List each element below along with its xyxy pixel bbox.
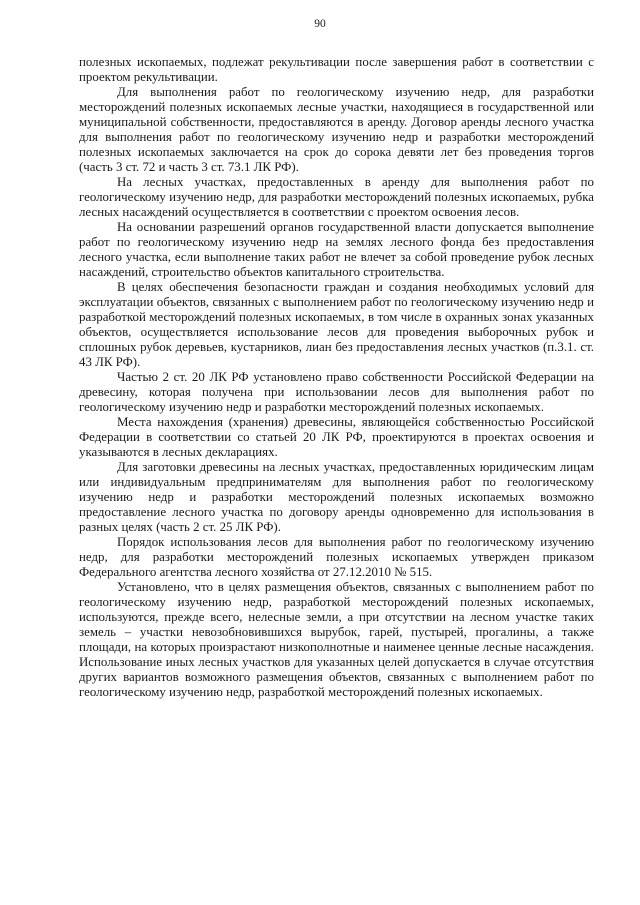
page-number: 90 <box>314 18 326 30</box>
paragraph: полезных ископаемых, подлежат рекультивации после завершения работ в соответствии с проектом рекультивации. <box>79 55 594 84</box>
paragraph: В целях обеспечения безопасности граждан и создания необходимых условий для эксплуатации объектов, связанных с выполнением работ по геологическому изучению недр и разработкой месторождений полезных ископаемых, в том числе в охранных зонах указанных объектов, осуществляется использование лесов для проведения выборочных рубок и сплошных рубок деревьев, кустарников, лиан без предоставления лесных участков (п.3.1. ст. 43 ЛК РФ). <box>79 280 594 369</box>
paragraph: На основании разрешений органов государственной власти допускается выполнение работ по геологическому изучению недр на землях лесного фонда без предоставления лесного участка, если выполнение таких работ не влечет за собой проведение рубок лесных насаждений, строительство объектов капитального строительства. <box>79 220 594 279</box>
paragraph: Места нахождения (хранения) древесины, являющейся собственностью Российской Федерации в соответствии со статьей 20 ЛК РФ, проектируются в проектах освоения и указываются в лесных декларациях. <box>79 415 594 459</box>
paragraph: На лесных участках, предоставленных в аренду для выполнения работ по геологическому изучению недр, для разработки месторождений полезных ископаемых, рубка лесных насаждений осуществляется в соответствии с проектом освоения лесов. <box>79 175 594 219</box>
paragraph: Установлено, что в целях размещения объектов, связанных с выполнением работ по геологическому изучению недр, разработкой месторождений полезных ископаемых, используются, прежде всего, нелесные земли, а при отсутствии на лесном участке таких земель – участки невозобновившихся вырубок, гарей, пустырей, прогалины, а также площади, на которых произрастают низкополнотные и наименее ценные лесные насаждения. Использование иных лесных участков для указанных целей допускается в случае отсутствия других вариантов возможного размещения объектов, связанных с выполнением работ по геологическому изучению недр, разработкой месторождений полезных ископаемых. <box>79 580 594 699</box>
paragraph: Для выполнения работ по геологическому изучению недр, для разработки месторождений полезных ископаемых лесные участки, находящиеся в государственной или муниципальной собственности, предоставляются в аренду. Договор аренды лесного участка для выполнения работ по геологическому изучению недр и разработки месторождений полезных ископаемых заключается на срок до сорока девяти лет без проведения торгов (часть 3 ст. 72 и часть 3 ст. 73.1 ЛК РФ). <box>79 85 594 174</box>
document-body <box>79 55 594 700</box>
paragraph: Порядок использования лесов для выполнения работ по геологическому изучению недр, для разработки месторождений полезных ископаемых утвержден приказом Федерального агентства лесного хозяйства от 27.12.2010 № 515. <box>79 535 594 579</box>
paragraph: Частью 2 ст. 20 ЛК РФ установлено право собственности Российской Федерации на древесину, которая получена при использовании лесов для выполнения работ по геологическому изучению недр и разработки месторождений полезных ископаемых. <box>79 370 594 414</box>
paragraph: Для заготовки древесины на лесных участках, предоставленных юридическим лицам или индивидуальным предпринимателям для выполнения работ по геологическому изучению недр и разработки месторождений полезных ископаемых возможно предоставление лесного участка по договору аренды одновременно для использования в разных целях (часть 2 ст. 25 ЛК РФ). <box>79 460 594 534</box>
